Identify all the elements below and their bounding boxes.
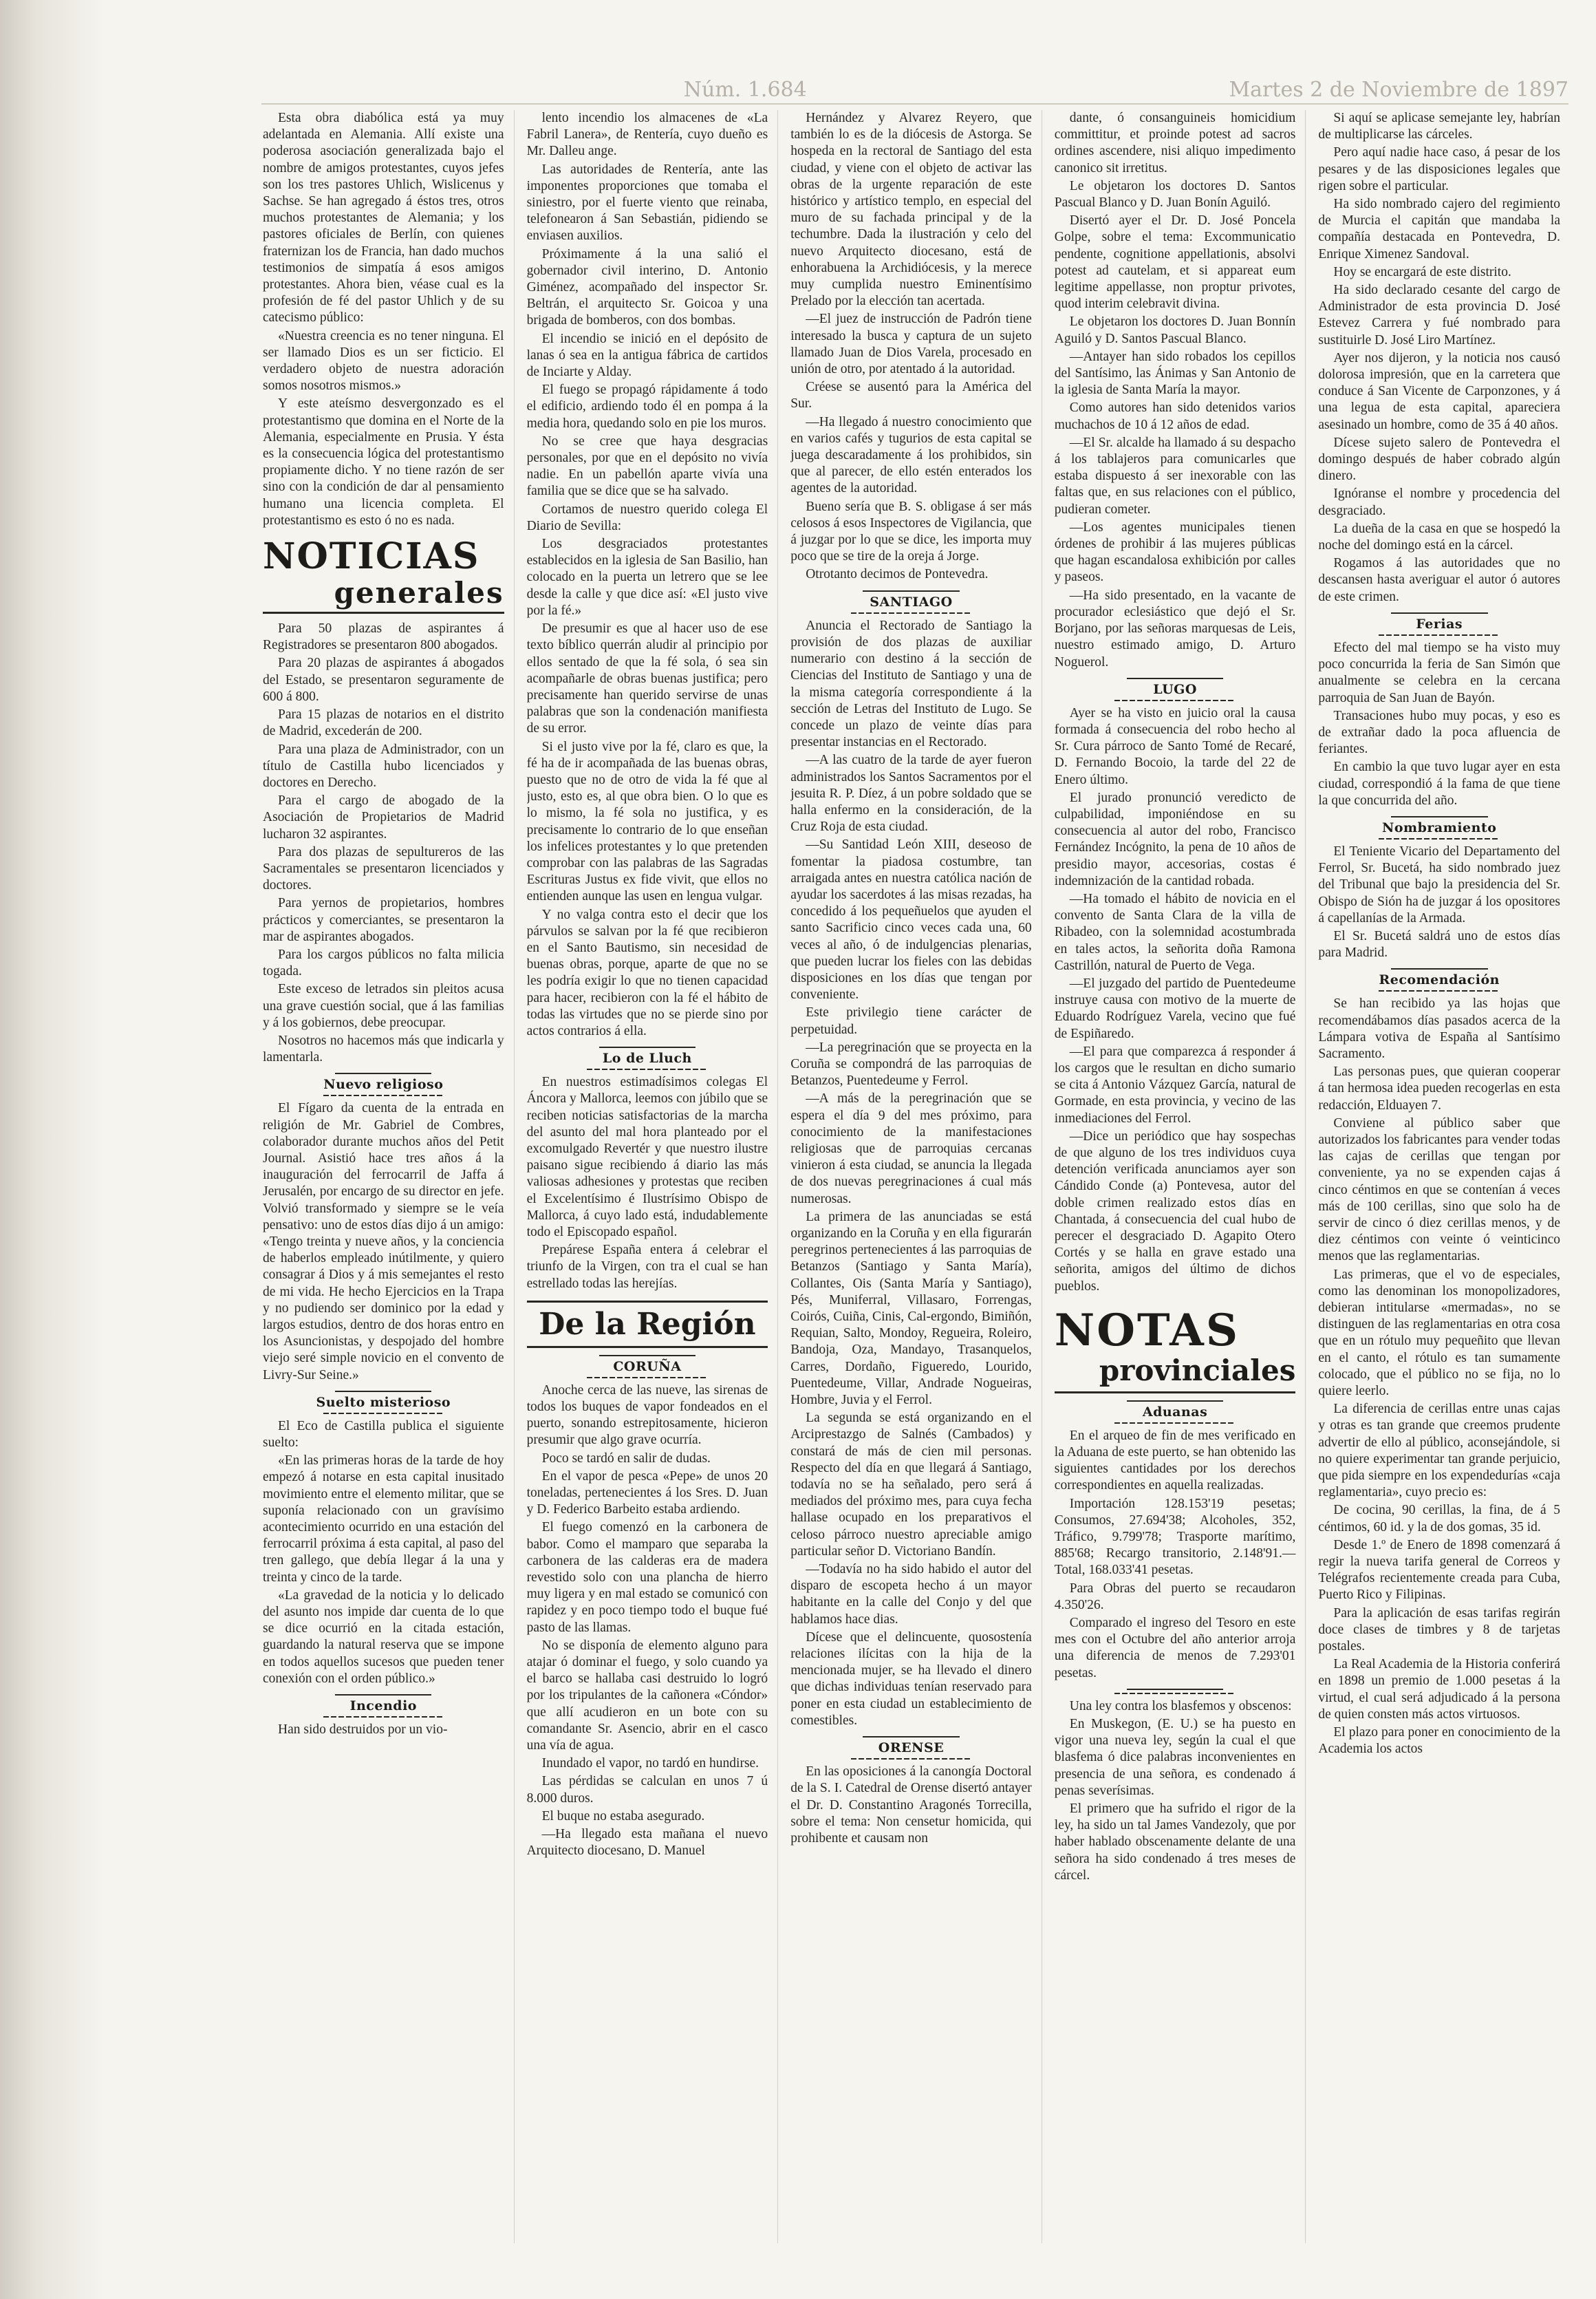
paragraph: Para 15 plazas de notarios en el distrito de Madrid, excederán de 200. — [263, 707, 504, 739]
paragraph: La diferencia de cerillas entre unas cajas y otras es tan grande que creemos prudente advertir de ello al público, aconsejándole, si no quiere experimentar tan grande perjuicio, que pida siempre en los expendedurías «caja reglamentaria», cuyo precio es: — [1318, 1402, 1560, 1500]
paragraph: Se han recibido ya las hojas que recomendábamos días pasados acerca de la Lámpara votiva de España al Santísimo Sacramento. — [1318, 996, 1560, 1061]
paragraph: Como autores han sido detenidos varios muchachos de 10 á 12 años de edad. — [1054, 400, 1296, 432]
paragraph: De presumir es que al hacer uso de ese texto bíblico querrán aludir al principio por ellos sentado de que la fé sola, ó sea sin acompañarle de obras buenas justifica; pero precisamente han querido servirse de unas palabras que son la condenación manifiesta de su error. — [526, 621, 768, 736]
paragraph: Transaciones hubo muy pocas, y eso es de extrañar dado la poca afluencia de feriantes. — [1318, 708, 1560, 757]
section-heading: Ferias — [1318, 612, 1560, 636]
paragraph: «Nuestra creencia es no tener ninguna. El ser llamado Dios es un ser ficticio. El verdadero objeto de nuestra adoración somos nosotros mismos.» — [263, 328, 504, 394]
section-heading — [1055, 1689, 1296, 1694]
paragraph: El Fígaro da cuenta de la entrada en religión de Mr. Gabriel de Combres, colaborador durante muchos años del Petit Journal. Asistió hace tres años á la inauguración del ferrocarril de Jaffa á Jerusalén, por encargo de su director en jefe. Volvió transformado y siempre se le veía pensativo: uno de estos días dijo á un amigo: «Tengo treinta y nueve años, y la conciencia de haberlos empleado inútilmente, y quiero consagrar á Dios y á mis semejantes el resto de mi vida. He hecho Ejercicios en la Trapa y no pudiendo ser dominico por la edad y largos estudios, dentro de dos horas entro en los Asuncionistas, y despojado del hombre viejo seré simple novicio en el convento de Livry-Sur Seine.» — [263, 1101, 504, 1382]
paragraph: —El Sr. alcalde ha llamado á su despacho á los tablajeros para comunicarles que estaba dispuesto á ser inexorable con las faltas que, en sus relaciones con el público, pudieran cometer. — [1054, 435, 1296, 517]
paragraph: Para una plaza de Administrador, con un título de Castilla hubo licenciados y doctores en Derecho. — [263, 742, 504, 790]
paragraph: En nuestros estimadísimos colegas El Áncora y Mallorca, leemos con júbilo que se reciben noticias satisfactorias de la marcha del asunto del mal hora planteado por el excomulgado Revertér y que nuestro ilustre paisano sigue recibiendo á diario las más valiosas adhesiones y protestas que reciben el Excelentísimo é Ilustrísimo Obispo de Mallorca, á cuyo lado está, indudablemente todo el Episcopado español. — [526, 1075, 768, 1239]
paragraph: —La peregrinación que se proyecta en la Coruña se compondrá de las parroquias de Betanzos, Puentedeume y Ferrol. — [790, 1040, 1032, 1089]
paragraph: El fuego se propagó rápidamente á todo el edificio, ardiendo todo él en pompa á la media hora, quedando solo en pie los muros. — [526, 383, 768, 431]
paragraph: Comparado el ingreso del Tesoro en este mes con el Octubre del año anterior arroja una diferencia de menos de 7.293'01 pesetas. — [1054, 1616, 1296, 1680]
paragraph: Le objetaron los doctores D. Juan Bonnín Aguiló y D. Santos Pascual Blanco. — [1054, 314, 1296, 346]
paragraph: Efecto del mal tiempo se ha visto muy poco concurrida la feria de San Simón que anualmente se celebra en la cercana parroquia de San Juan de Bayón. — [1318, 640, 1560, 705]
paragraph: Los desgraciados protestantes establecidos en la iglesia de San Basilio, han colocado en la puerta un letrero que se lee desde la calle y que dice así: «El justo vive por la fé.» — [526, 537, 768, 618]
paragraph: Anoche cerca de las nueve, las sirenas de todos los buques de vapor fondeados en el puerto, sonando estrepitosamente, hicieron presumir que algo grave ocurría. — [526, 1382, 768, 1448]
paragraph: Para la aplicación de esas tarifas regirán doce clases de timbres y 8 de tarjetas postales. — [1318, 1605, 1560, 1654]
column-4 — [1055, 110, 1306, 2243]
paragraph: Las primeras, que el vo de especiales, como las denominan los monopolizadores, debieran intitularse «mermadas», no se distinguen de las reglamentarias en otra cosa que en un rótulo muy pequeñito que llevan en el canto, el rótulo es tan sumamente colocado, que el público no se fija, no lo quiere leerlo. — [1318, 1267, 1560, 1399]
region-heading: De la Región — [527, 1301, 768, 1348]
paragraph: Prepárese España entera á celebrar el triunfo de la Virgen, con tra el cual se han estrellado todas las herejías. — [526, 1243, 768, 1291]
section-heading: CORUÑA — [527, 1355, 768, 1378]
heading-rule — [1055, 1391, 1296, 1393]
paragraph: Ha sido nombrado cajero del regimiento de Murcia el capitán que mandaba la compañía destacada en Pontevedra, D. Enrique Ximenez Sandoval. — [1318, 197, 1560, 261]
heading-rule — [263, 612, 504, 614]
paragraph: En el vapor de pesca «Pepe» de unos 20 toneladas, pertenecientes á los Sres. D. Juan y D. Federico Barbeito estaba ardiendo. — [526, 1468, 768, 1517]
paragraph: —Dice un periódico que hay sospechas de que alguno de los tres individuos cuya detención verificada anunciamos ayer son Cándido Conde (a) Pontevesa, autor del doble crimen realizado estos días en Chantada, á consecuencia del cual hubo de perecer el desgraciado D. Agapito Otero Cortés y se halla en grave estado una señorita, amigos del último de dichos pueblos. — [1054, 1129, 1296, 1294]
paragraph: El jurado pronunció veredicto de culpabilidad, imponiéndose en su consecuencia al autor del robo, Francisco Fernández Incógnito, la pena de 10 años de presidio mayor, accesorias, costas é indemnización de la cantidad robada. — [1054, 790, 1296, 888]
paragraph: Para Obras del puerto se recaudaron 4.350'26. — [1054, 1581, 1296, 1612]
paragraph: Para yernos de propietarios, hombres prácticos y comerciantes, se presentaron la mar de aspirantes abogados. — [263, 896, 504, 944]
paragraph: —Ha llegado á nuestro conocimiento que en varios cafés y tugurios de esta capital se juega descaradamente á los prohibidos, sin que al parecer, de ello estén enterados los agentes de la autoridad. — [790, 414, 1032, 496]
paragraph: Créese se ausentó para la América del Sur. — [790, 380, 1032, 411]
section-heading: Recomendación — [1318, 968, 1560, 992]
paragraph: Ayer se ha visto en juicio oral la causa formada á consecuencia del robo hecho al Sr. Cura párroco de Santo Tomé de Recaré, D. Fernando Bocoio, la tarde del 22 de Enero último. — [1054, 705, 1296, 787]
paragraph: —El juzgado del partido de Puentedeume instruye causa con motivo de la muerte de Eduardo Rodríguez Varela, vecino que fué de Espiñaredo. — [1054, 976, 1296, 1041]
paragraph: Rogamos á las autoridades que no descansen hasta averiguar el autor ó autores de este crimen. — [1318, 556, 1560, 604]
paragraph: Bueno sería que B. S. obligase á ser más celosos á esos Inspectores de Vigilancia, que á juzgar por lo que se dice, les importa muy poco que se tire de la oreja á Jorge. — [790, 499, 1032, 564]
paragraph: En cambio la que tuvo lugar ayer en esta ciudad, correspondió á la fama de que tiene la que concurrida del año. — [1318, 760, 1560, 808]
paragraph: En las oposiciones á la canongía Doctoral de la S. I. Catedral de Orense disertó antayer el Dr. D. Constantino Aragonés Torrecilla, sobre el tema: Non censetur homicida, qui prohibente et causam non — [790, 1764, 1032, 1846]
paragraph: Para dos plazas de sepultureros de las Sacramentales se presentaron licenciados y doctores. — [263, 844, 504, 893]
paragraph: dante, ó consanguineis homicidium committitur, et proinde potest ad sacros ordines ascendere, nisi aliquo impedimento canonico sit irretitus. — [1054, 111, 1296, 175]
paragraph: Disertó ayer el Dr. D. José Poncela Golpe, sobre el tema: Excommunicatio pendente, cognitione appellationis, absolvi potest ad cautelam, et si appareat eum legitime appellasse, non proptur privotes, quod interim celebravit divina. — [1054, 213, 1296, 312]
paragraph: Nosotros no hacemos más que indicarla y lamentarla. — [263, 1033, 504, 1065]
paragraph: En el arqueo de fin de mes verificado en la Aduana de este puerto, se han obtenido las siguientes cantidades por los derechos correspondientes en aquella realizadas. — [1054, 1428, 1296, 1493]
paragraph: Conviene al público saber que autorizados los fabricantes para vender todas las cajas de cerillas que tengan por conveniente, ya no se expenden cajas á cinco céntimos en que se contenían á veces más de 100 cerillas, sino que solo ha de servir de cinco ó diez cerillas menos, y de diez céntimos con veinte ó veinticinco menos que las reglamentarias. — [1318, 1115, 1560, 1264]
paragraph: El Eco de Castilla publica el siguiente suelto: — [263, 1418, 504, 1451]
paragraph: Ignóranse el nombre y procedencia del desgraciado. — [1318, 486, 1560, 518]
paragraph: De cocina, 90 cerillas, la fina, de á 5 céntimos, 60 id. y la de dos gomas, 35 id. — [1318, 1503, 1560, 1535]
paragraph: Inundado el vapor, no tardó en hundirse. — [541, 1756, 759, 1771]
paragraph: —Ha sido presentado, en la vacante de procurador eclesiástico que dejó el Sr. Borjano, por las señoras marquesas de Leis, nuestro estimado amigo, D. Arturo Noguerol. — [1054, 588, 1296, 670]
paragraph: Para los cargos públicos no falta milicia togada. — [263, 947, 504, 979]
column-3 — [790, 110, 1042, 2243]
paragraph: No se cree que haya desgracias personales, por que en el depósito no vivía nadie. En un pabellón aparte vivía una familia que se dice que se ha salvado. — [526, 434, 768, 499]
section-heading: Suelto misterioso — [263, 1391, 504, 1414]
paragraph: —A más de la peregrinación que se espera el día 9 del mes próximo, para conocimiento de la manifestaciones religiosas que de parroquias cercanas vinieron á esta ciudad, se anuncia la llegada de dos nuevas peregrinaciones á cual más numerosas. — [790, 1091, 1032, 1206]
paragraph: Le objetaron los doctores D. Santos Pascual Blanco y D. Juan Bonín Aguiló. — [1054, 178, 1296, 211]
paragraph: El fuego comenzó en la carbonera de babor. Como el mamparo que separaba la carbonera de las calderas era de madera revestido solo con una plancha de hierro muy ligera y en mal estado se comunicó con rapidez y en poco tiempo todo el buque fué pasto de las llamas. — [526, 1520, 768, 1635]
paragraph: —El para que comparezca á responder á los cargos que le resultan en dicho sumario se cita á Antonio Vázquez García, natural de Gormade, en esta provincia, y vecino de las inmediaciones del Ferrol. — [1054, 1044, 1296, 1126]
paragraph: Desde 1.º de Enero de 1898 comenzará á regir la nueva tarifa general de Correos y Telégrafos recientemente creada para Cuba, Puerto Rico y Filipinas. — [1318, 1537, 1560, 1603]
paragraph: No se disponía de elemento alguno para atajar ó dominar el fuego, y solo cuando ya el barco se hallaba casi destruido lo logró por los tripulantes de la cañonera «Cóndor» que allí acudieron en un bote con su comandante Sr. Asencio, abrir en el casco una vía de agua. — [526, 1638, 768, 1753]
paragraph: —Los agentes municipales tienen órdenes de prohibir á las mujeres públicas que hagan escandalosa exhibición por calles y paseos. — [1054, 520, 1296, 585]
paragraph: «La gravedad de la noticia y lo delicado del asunto nos impide dar cuenta de lo que se dice ocurrió en la citada estación, guardando la natural reserva que se impone en todos aquellos sucesos que pueden tener conexión con el orden público.» — [263, 1587, 504, 1686]
paragraph: El buque no estaba asegurado. — [541, 1808, 705, 1824]
paragraph: Hernández y Alvarez Reyero, que también lo es de la diócesis de Astorga. Se hospeda en la rectoral de Santiago del esta ciudad, y viene con el objeto de activar las obras de la urgente reparación de este histórico y artístico templo, en especial del muro de su fachada principal y de la techumbre. Dada la ilustración y celo del nuevo Arquitecto diocesano, está de enhorabuena la Archidiócesis, y la merece muy cumplida nuestro Eminentísimo Prelado por la elección tan acertada. — [790, 111, 1032, 309]
column-1 — [263, 110, 515, 2243]
paragraph: Las autoridades de Rentería, ante las imponentes proporciones que tomaba el siniestro, por el fuerte viento que reinaba, telefonearon á San Sebastián, pidiendo se enviasen auxilios. — [526, 162, 768, 244]
section-heading: ORENSE — [790, 1736, 1032, 1760]
section-heading: Nombramiento — [1318, 816, 1560, 840]
paragraph: Para 50 plazas de aspirantes á Registradores se presentaron 800 abogados. — [263, 621, 504, 653]
heading-line-2: generales — [334, 576, 504, 610]
paragraph: —Antayer han sido robados los cepillos del Santísimo, las Ánimas y San Antonio de la iglesia de Santa María la mayor. — [1054, 349, 1296, 398]
paragraph: Y este ateísmo desvergonzado es el protestantismo que domina en el Norte de la Alemania, especialmente en Prusia. Y ésta es la consecuencia lógica del protestantismo propiamente dicho. Y no tiene razón de ser sino con la condición de dar al pensamiento humano una licencia completa. El protestantismo es esto ó no es nada. — [263, 396, 504, 528]
noticias-generales-heading — [263, 535, 504, 614]
paragraph: La dueña de la casa en que se hospedó la noche del domingo está en la cárcel. — [1318, 521, 1560, 553]
paragraph: En Muskegon, (E. U.) se ha puesto en vigor una nueva ley, según la cual el que blasfema ó dice palabras inconvenientes en presencia de una señora, es condenado á penas severísimas. — [1054, 1717, 1296, 1798]
paragraph: Pero aquí nadie hace caso, á pesar de los pesares y de las disposiciones legales que rigen sobre el particular. — [1318, 145, 1560, 193]
paragraph: —Todavía no ha sido habido el autor del disparo de escopeta hecho á un mayor habitante en la calle del Conjo y del que hablamos hace dias. — [790, 1562, 1032, 1627]
paragraph: El Sr. Bucetá saldrá uno de estos días para Madrid. — [1318, 928, 1560, 961]
paragraph: Han sido destruidos por un vio- — [278, 1722, 448, 1737]
column-5 — [1318, 110, 1570, 2243]
paragraph: La Real Academia de la Historia conferirá en 1898 un premio de 1.000 pesetas á la virtud, el cual será adjudicado á la persona de quien consten más actos virtuosos. — [1318, 1657, 1560, 1722]
paragraph: Este exceso de letrados sin pleitos acusa una grave cuestión social, que á las familias y á los gobiernos, debe preocupar. — [263, 982, 504, 1030]
paragraph: —A las cuatro de la tarde de ayer fueron administrados los Santos Sacramentos por el jesuita R. P. Díez, á un pobre soldado que se halla enfermo en la consideración, de la Cruz Roja de esta ciudad. — [790, 753, 1032, 835]
paragraph: Anuncia el Rectorado de Santiago la provisión de dos plazas de auxiliar numerario con destino á la sección de Ciencias del Instituto de Santiago y una de la misma categoría correspondiente á la sección de Letras del Instituto de Lugo. Se concede un plazo de veinte días para presentar instancias en el Rectorado. — [790, 618, 1032, 750]
heading-line-1: NOTAS — [1054, 1304, 1240, 1356]
paragraph: lento incendio los almacenes de «La Fabril Lanera», de Rentería, cuyo dueño es Mr. Dalleu ange. — [526, 111, 768, 159]
paragraph: Si aquí se aplicase semejante ley, habrían de multiplicarse las cárceles. — [1318, 111, 1560, 142]
running-header — [261, 76, 1568, 103]
paragraph: —El juez de instrucción de Padrón tiene interesado la busca y captura de un sujeto llamado Juan de Dios Varela, procesado en unión de otro, por atentado á la autoridad. — [790, 312, 1032, 377]
paragraph: Si el justo vive por la fé, claro es que, la fé ha de ir acompañada de las buenas obras, puesto que no de otro de vida la fé que al justo, esto es, al que obra bien. O lo que es lo mismo, la fé sola no justifica, y es precisamente lo contrario de lo que enseñan los infelices protestantes y lo que pretenden comprobar con las palabras de las Sagradas Escrituras Justus ex fide vivit, que ellos no entienden aunque las usen en lengua vulgar. — [526, 739, 768, 904]
paragraph: El incendio se inició en el depósito de lanas ó sea en la antigua fábrica de cartidos de Inciarte y Alday. — [526, 331, 768, 380]
paragraph: Poco se tardó en salir de dudas. — [541, 1451, 711, 1466]
paragraph: El primero que ha sufrido el rigor de la ley, ha sido un tal James Vandezoly, que por haber hablado obscenamente delante de una señora ha sido condenado á tres meses de cárcel. — [1054, 1801, 1296, 1883]
paragraph: Dícese que el delincuente, quosostenía relaciones ilícitas con la hija de la mencionada mujer, se ha llevado el dinero que dichas individuas tenían reservado para poner en esta ciudad un establecimiento de comestibles. — [790, 1629, 1032, 1728]
paragraph: Importación 128.153'19 pesetas; Consumos, 27.694'38; Alcoholes, 352, Tráfico, 9.799'78; Trasporte marítimo, 885'68; Recargo transitorio, 2.148'91.—Total, 168.033'41 pesetas. — [1054, 1496, 1296, 1578]
paragraph: —Ha tomado el hábito de novicia en el convento de Santa Clara de la villa de Ribadeo, con la solemnidad acostumbrada en tales actos, la señorita doña Ramona Castrillón, natural de Puerto de Vega. — [1054, 891, 1296, 973]
paragraph: Esta obra diabólica está ya muy adelantada en Alemania. Allí existe una poderosa asociación generalizada bajo el nombre de amigos protestantes, cuyos jefes son los tres pastores Uhlich, Wislicenus y Sachse. Se han agregado á éstos tres, otros muchos protestantes de Alemania; y los pastores oficiales de Berlín, con quienes fraternizan los de Francia, han dado muchos testimonios de simpatía á esos amigos protestantes. Ahora bien, véase cual es la profesión de fé del pastor Uhlich y de su catecismo público: — [263, 111, 504, 325]
header-date: Martes 2 de Noviembre de 1897 — [1229, 77, 1568, 102]
paragraph: «En las primeras horas de la tarde de hoy empezó á notarse en esta capital inusitado movimiento entre el elemento militar, que se suponía relacionado con un gravísimo acontecimiento ocurrido en una estación del ferrocarril próxima á esta capital, al paso del tren gallego, que debía llegar á la una y treinta y cinco de la tarde. — [263, 1453, 504, 1585]
scanned-page-edge — [0, 0, 103, 2299]
heading-line-2: provinciales — [1099, 1353, 1296, 1387]
section-heading: Lo de Lluch — [527, 1047, 768, 1070]
paragraph: Hoy se encargará de este distrito. — [1333, 264, 1511, 279]
paragraph: Y no valga contra esto el decir que los párvulos se salvan por la fé que recibieron en el Santo Bautismo, sin necesidad de buenas obras, porque, aparte de que no se les podría exigir lo que no tienen capacidad para hacer, recibieron con la fé el hábito de todas las virtudes que no se pierde sino por actos contrarios á ella. — [526, 907, 768, 1038]
paragraph: Ayer nos dijeron, y la noticia nos causó dolorosa impresión, que en la carretera que conduce á San Vicente de Carponzones, y á una legua de esta capital, apareciera asesinado un hombre, como de 35 á 40 años. — [1318, 350, 1560, 432]
heading-line-1: NOTICIAS — [263, 535, 480, 578]
paragraph: Las personas pues, que quieran cooperar á tan hermosa idea pueden recogerlas en esta redacción, Elduayen 7. — [1318, 1065, 1560, 1113]
paragraph: Cortamos de nuestro querido colega El Diario de Sevilla: — [526, 502, 768, 533]
paragraph: Otrotanto decimos de Pontevedra. — [806, 567, 989, 582]
paragraph: Una ley contra los blasfemos y obscenos: — [1069, 1698, 1292, 1713]
paragraph: —Ha llegado esta mañana el nuevo Arquitecto diocesano, D. Manuel — [526, 1827, 768, 1859]
header-rule — [261, 103, 1568, 105]
paragraph: La primera de las anunciadas se está organizando en la Coruña y en ella figurarán peregrinos pertenecientes á las parroquias de Betanzos (Santiago y Santa María), Collantes, Ois (Santa María y Santiago), Pés, Muniferral, Villasaro, Forrengas, Coirós, Cuiña, Cinis, Cal-ergondo, Bimiñón, Requian, Salto, Mondoy, Regueira, Roleiro, Bandoja, Oza, Mandayo, Trasanquelos, Carres, Dordaño, Figueredo, Lourido, Puentedeume, Villar, Andrade Nogueiras, Hombre, Juvia y el Ferrol. — [790, 1209, 1032, 1408]
column-2 — [527, 110, 779, 2243]
paragraph: Para 20 plazas de aspirantes á abogados del Estado, se presentaron seguramente de 600 á 800. — [263, 656, 504, 704]
paragraph: Próximamente á la una salió el gobernador civil interino, D. Antonio Giménez, acompañado del inspector Sr. Beltrán, el arquitecto Sr. Goicoa y una brigada de bomberos, con dos bombas. — [526, 246, 768, 328]
paragraph: El Teniente Vicario del Departamento del Ferrol, Sr. Bucetá, ha sido nombrado juez del Tribunal que bajo la presidencia del Sr. Obispo de Sión ha de juzgar á los opositores á capellanías de la Armada. — [1318, 844, 1560, 926]
section-heading: LUGO — [1055, 678, 1296, 701]
notas-provinciales-heading — [1055, 1305, 1296, 1393]
header-issue-number: Núm. 1.684 — [683, 77, 807, 102]
paragraph: —Su Santidad León XIII, deseoso de fomentar la piadosa costumbre, tan arraigada antes en nuestra católica nación de ayudar los sacerdotes á las misas rezadas, ha concedido á los pequeñuelos que ayuden el santo Sacrificio cinco veces cada una, 60 veces al año, ó de indulgencias plenarias, que pueden lucrar los fieles con las debidas disposiciones en los días que tengan por conveniente. — [790, 837, 1032, 1003]
paragraph: Dícese sujeto salero de Pontevedra el domingo después de haber cobrado algún dinero. — [1318, 435, 1560, 484]
section-heading: Nuevo religioso — [263, 1073, 504, 1096]
paragraph: Las pérdidas se calculan en unos 7 ú 8.000 duros. — [526, 1774, 768, 1806]
section-heading: Incendio — [263, 1694, 504, 1718]
section-heading: SANTIAGO — [790, 590, 1032, 614]
paragraph: El plazo para poner en conocimiento de la Academia los actos — [1318, 1725, 1560, 1757]
article-columns — [263, 110, 1570, 2243]
section-heading: Aduanas — [1055, 1400, 1296, 1424]
paragraph: Este privilegio tiene carácter de perpetuidad. — [790, 1005, 1032, 1037]
paragraph: Ha sido declarado cesante del cargo de Administrador de esta provincia D. José Estevez Carrera y fué nombrado para sustituirle D. José Liro Martínez. — [1318, 283, 1560, 347]
paragraph: Para el cargo de abogado de la Asociación de Propietarios de Madrid lucharon 32 aspirantes. — [263, 793, 504, 842]
paragraph: La segunda se está organizando en el Arciprestazgo de Salnés (Cambados) y constará de más de cien mil personas. Respecto del día en que llegará á Santiago, todavía no se ha señalado, pero será á mediados del próximo mes, para cuya fecha hallase ocupado en los preparativos el celoso párroco nuestro apreciable amigo particular señor D. Victoriano Bandín. — [790, 1411, 1032, 1559]
